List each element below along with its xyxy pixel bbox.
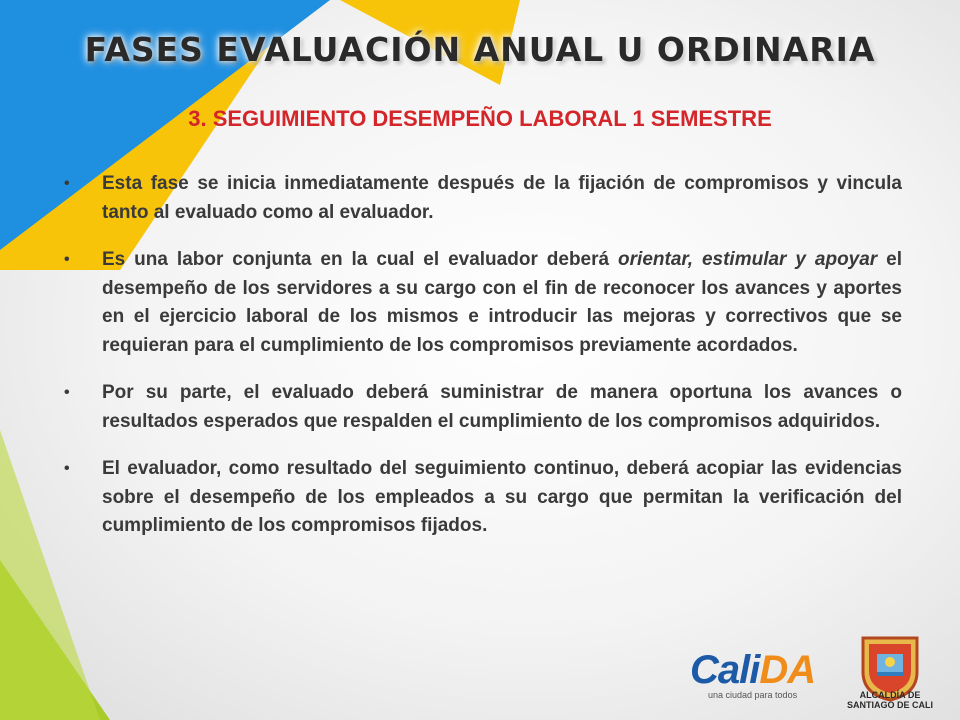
bullet-text-before: Es una labor conjunta en la cual el evaluador deberá	[102, 249, 619, 270]
bullet-item	[58, 170, 902, 227]
bullet-dot: •	[64, 251, 70, 268]
bullet-dot: •	[64, 460, 70, 477]
calida-tagline: una ciudad para todos	[708, 690, 798, 700]
bullet-item	[58, 455, 902, 541]
calida-wordmark-cali: Cali	[690, 648, 760, 692]
bullet-list	[58, 170, 902, 560]
bullet-item	[58, 379, 902, 436]
bullet-text: El evaluador, como resultado del seguimiento continuo, deberá acopiar las evidencias sobre el desempeño de los empleados a su cargo que permitan la verificación del cumplimiento de los compromisos fijados.	[102, 458, 902, 536]
bullet-text-emphasis: orientar, estimular y apoyar	[618, 249, 878, 270]
bullet-item	[58, 246, 902, 360]
alcaldia-line1: ALCALDÍA DE	[859, 690, 921, 700]
alcaldia-line2: SANTIAGO DE CALI	[846, 700, 933, 710]
bullet-text: Por su parte, el evaluado deberá suministrar de manera oportuna los avances o resultados esperados que respalden el cumplimiento de los compromisos adquiridos.	[102, 382, 902, 432]
slide-title: FASES EVALUACIÓN ANUAL U ORDINARIA	[84, 30, 876, 69]
calida-logo	[690, 650, 840, 705]
bullet-dot: •	[64, 175, 70, 192]
bullet-text: Esta fase se inicia inmediatamente después de la fijación de compromisos y vincula tanto al evaluado como al evaluador.	[102, 173, 902, 223]
bullet-dot: •	[64, 384, 70, 401]
calida-wordmark	[690, 650, 840, 690]
calida-wordmark-da: DA	[759, 648, 816, 692]
bullet-text-after: el desempeño de los servidores a su cargo con el fin de reconocer los avances y aportes en el ejercicio laboral de los mismos e introducir las mejoras y correctivos que se requieran para el cumplimiento de los compromisos previamente acordados.	[102, 249, 903, 356]
slide-subtitle: 3. SEGUIMIENTO DESEMPEÑO LABORAL 1 SEMESTRE	[188, 106, 772, 131]
alcaldia-label	[828, 690, 952, 710]
